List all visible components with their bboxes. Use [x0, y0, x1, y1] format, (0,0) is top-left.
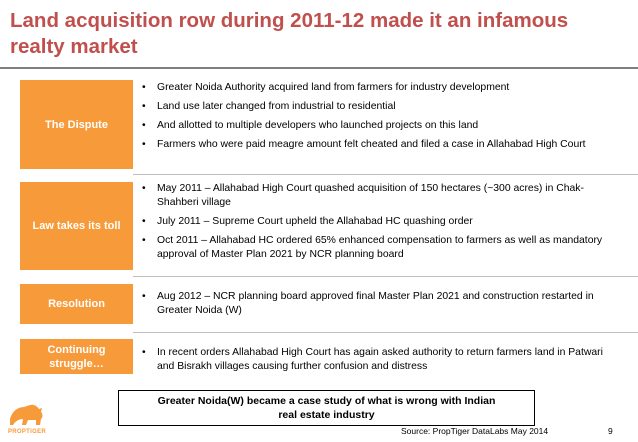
section-separator — [133, 332, 638, 333]
bullet-item: • Aug 2012 – NCR planning board approved final Master Plan 2021 and construction restarted in Greater Noida (W) — [138, 290, 608, 318]
bullet-item: • Land use later changed from industrial to residential — [138, 100, 608, 114]
callout-box: Greater Noida(W) became a case study of what is wrong with Indian real estate industry — [118, 390, 535, 426]
section-label-law: Law takes its toll — [20, 182, 133, 270]
tiger-icon — [4, 397, 50, 429]
section-bullets-continuing — [138, 346, 608, 379]
section-label-resolution: Resolution — [20, 284, 133, 324]
title-rule — [0, 67, 638, 69]
slide-title: Land acquisition row during 2011-12 made it an infamous realty market — [10, 9, 569, 58]
section-bullets-law — [138, 182, 608, 267]
section-bullets-dispute — [138, 81, 608, 157]
logo-wordmark: PROPTIGER — [7, 429, 47, 435]
proptiger-logo — [4, 397, 50, 439]
bullet-item: • July 2011 – Supreme Court upheld the Allahabad HC quashing order — [138, 215, 608, 229]
bullet-item: • Greater Noida Authority acquired land from farmers for industry development — [138, 81, 608, 95]
section-bullets-resolution — [138, 290, 608, 323]
bullet-item: • Farmers who were paid meagre amount felt cheated and filed a case in Allahabad High Court — [138, 138, 608, 152]
section-label-continuing: Continuing struggle… — [20, 339, 133, 374]
section-separator — [133, 276, 638, 277]
page-number: 9 — [608, 426, 613, 436]
bullet-item: • In recent orders Allahabad High Court has again asked authority to return farmers land in Patwari and Bisrakh villages causing further confusion and distress — [138, 346, 608, 374]
bullet-item: • And allotted to multiple developers who launched projects on this land — [138, 119, 608, 133]
bullet-item: • May 2011 – Allahabad High Court quashed acquisition of 150 hectares (~300 acres) in Chak-Shahberi village — [138, 182, 608, 210]
source-note: Source: PropTiger DataLabs May 2014 — [401, 426, 549, 436]
section-separator — [133, 174, 638, 175]
section-label-dispute: The Dispute — [20, 80, 133, 169]
bullet-item: • Oct 2011 – Allahabad HC ordered 65% enhanced compensation to farmers as well as mandatory approval of Master Plan 2021 by NCR planning board — [138, 234, 608, 262]
